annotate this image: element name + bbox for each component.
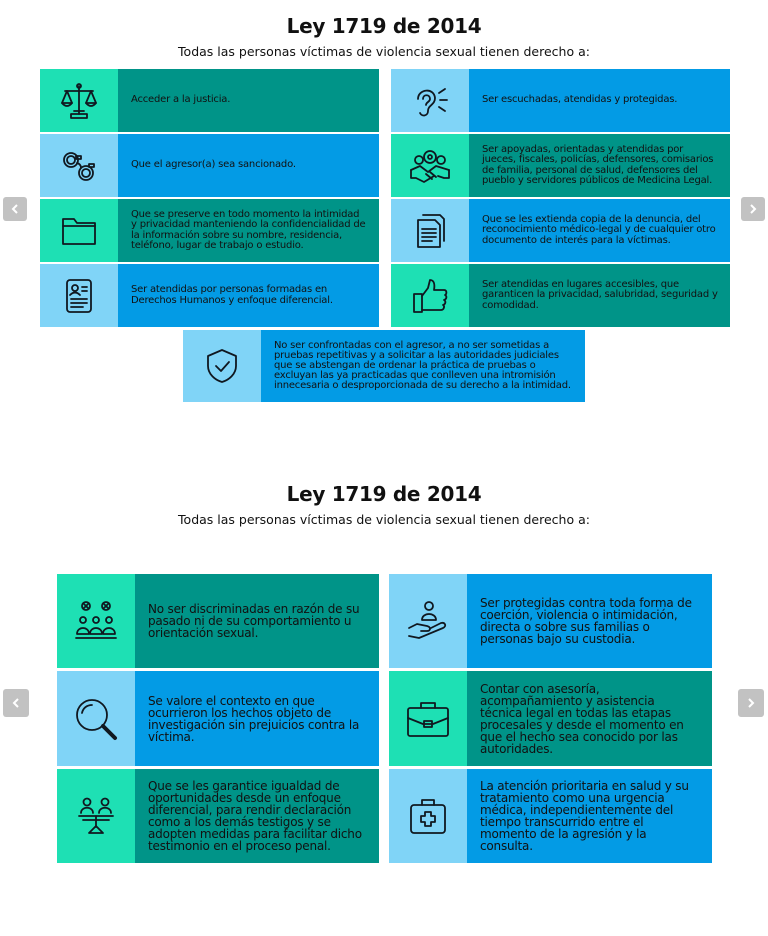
hand-protect-person-icon: [389, 574, 467, 668]
chevron-left-icon: [9, 203, 21, 215]
right-card-text: Que se les garantice igualdad de oportunidades desde un enfoque diferencial, para rendir declaración como a los demás testigos y se adopten medidas para facilitar dicho testimonio en el proceso penal.: [135, 769, 379, 863]
right-card-text: Ser atendidas por personas formadas en Derechos Humanos y enfoque diferencial.: [118, 264, 379, 327]
right-card-text: Contar con asesoría, acompañamiento y asistencia técnica legal en todas las etapas procesales y desde el momento en que el hecho sea conocido por las autoridades.: [467, 671, 712, 766]
right-card-context: [57, 671, 379, 766]
shield-check-icon: [183, 330, 261, 402]
medical-kit-icon: [389, 769, 467, 863]
right-card-text: La atención prioritaria en salud y su tratamiento como una urgencia médica, independientemente del tiempo transcurrido entre el momento de la agresión y la consulta.: [467, 769, 712, 863]
slide-1-next-button[interactable]: [741, 197, 765, 221]
right-card-text: Ser apoyadas, orientadas y atendidas por jueces, fiscales, policías, defensores, comisarios de familia, personal de salud, defensores del pueblo y servidores públicos de Medicina Legal.: [469, 134, 730, 197]
right-card-accessible-places: [391, 264, 730, 327]
slide-2-subtitle: Todas las personas víctimas de violencia sexual tienen derecho a:: [178, 512, 590, 527]
folder-icon: [40, 199, 118, 262]
slide-1-prev-button[interactable]: [3, 197, 27, 221]
right-card-listened: [391, 69, 730, 132]
right-card-priority-health: [389, 769, 712, 863]
thumbs-up-icon: [391, 264, 469, 327]
right-card-text: No ser discriminadas en razón de su pasado ni de su comportamiento u orientación sexual.: [135, 574, 379, 668]
slide-2-next-button[interactable]: [738, 689, 764, 717]
slide-1-title: Ley 1719 de 2014: [286, 14, 482, 38]
right-card-text: Ser atendidas en lugares accesibles, que garanticen la privacidad, salubridad, seguridad y comodidad.: [469, 264, 730, 327]
right-card-text: Se valore el contexto en que ocurrieron los hechos objeto de investigación sin prejuicios contra la víctima.: [135, 671, 379, 766]
ear-icon: [391, 69, 469, 132]
right-card-text: Que el agresor(a) sea sancionado.: [118, 134, 379, 197]
chevron-right-icon: [747, 203, 759, 215]
right-card-copy-documents: [391, 199, 730, 262]
equality-balance-icon: [57, 769, 135, 863]
right-card-text: Ser protegidas contra toda forma de coerción, violencia o intimidación, directa o sobre sus familias o personas bajo su custodia.: [467, 574, 712, 668]
documents-icon: [391, 199, 469, 262]
chevron-left-icon: [10, 697, 22, 709]
right-card-equal-opportunities: [57, 769, 379, 863]
resume-icon: [40, 264, 118, 327]
right-card-no-discrimination: [57, 574, 379, 668]
right-card-privacy: [40, 199, 379, 262]
slide-1-subtitle: Todas las personas víctimas de violencia sexual tienen derecho a:: [178, 44, 590, 59]
handshake-gears-icon: [391, 134, 469, 197]
right-card-aggressor-sanctioned: [40, 134, 379, 197]
right-card-text: Que se preserve en todo momento la intimidad y privacidad manteniendo la confidencialidad de la información sobre su nombre, residencia, teléfono, lugar de trabajo o estudio.: [118, 199, 379, 262]
right-card-protection: [389, 574, 712, 668]
right-card-text: Que se les extienda copia de la denuncia, del reconocimiento médico-legal y de cualquier otro documento de interés para la víctimas.: [469, 199, 730, 262]
people-no-discrimination-icon: [57, 574, 135, 668]
scales-icon: [40, 69, 118, 132]
right-card-supported: [391, 134, 730, 197]
right-card-trained-staff: [40, 264, 379, 327]
magnifier-icon: [57, 671, 135, 766]
right-card-legal-assistance: [389, 671, 712, 766]
right-card-text: No ser confrontadas con el agresor, a no ser sometidas a pruebas repetitivas y a solicitar a las autoridades judiciales que se abstengan de ordenar la práctica de pruebas o excluyan las ya practicadas que conlleven una intromisión innecesaria o desproporcionada de su derecho a la intimidad.: [261, 330, 585, 402]
right-card-no-confrontation: [183, 330, 585, 402]
chevron-right-icon: [745, 697, 757, 709]
right-card-justice: [40, 69, 379, 132]
right-card-text: Ser escuchadas, atendidas y protegidas.: [469, 69, 730, 132]
briefcase-icon: [389, 671, 467, 766]
slide-2-title: Ley 1719 de 2014: [286, 482, 482, 506]
slide-2-prev-button[interactable]: [3, 689, 29, 717]
handcuffs-icon: [40, 134, 118, 197]
right-card-text: Acceder a la justicia.: [118, 69, 379, 132]
